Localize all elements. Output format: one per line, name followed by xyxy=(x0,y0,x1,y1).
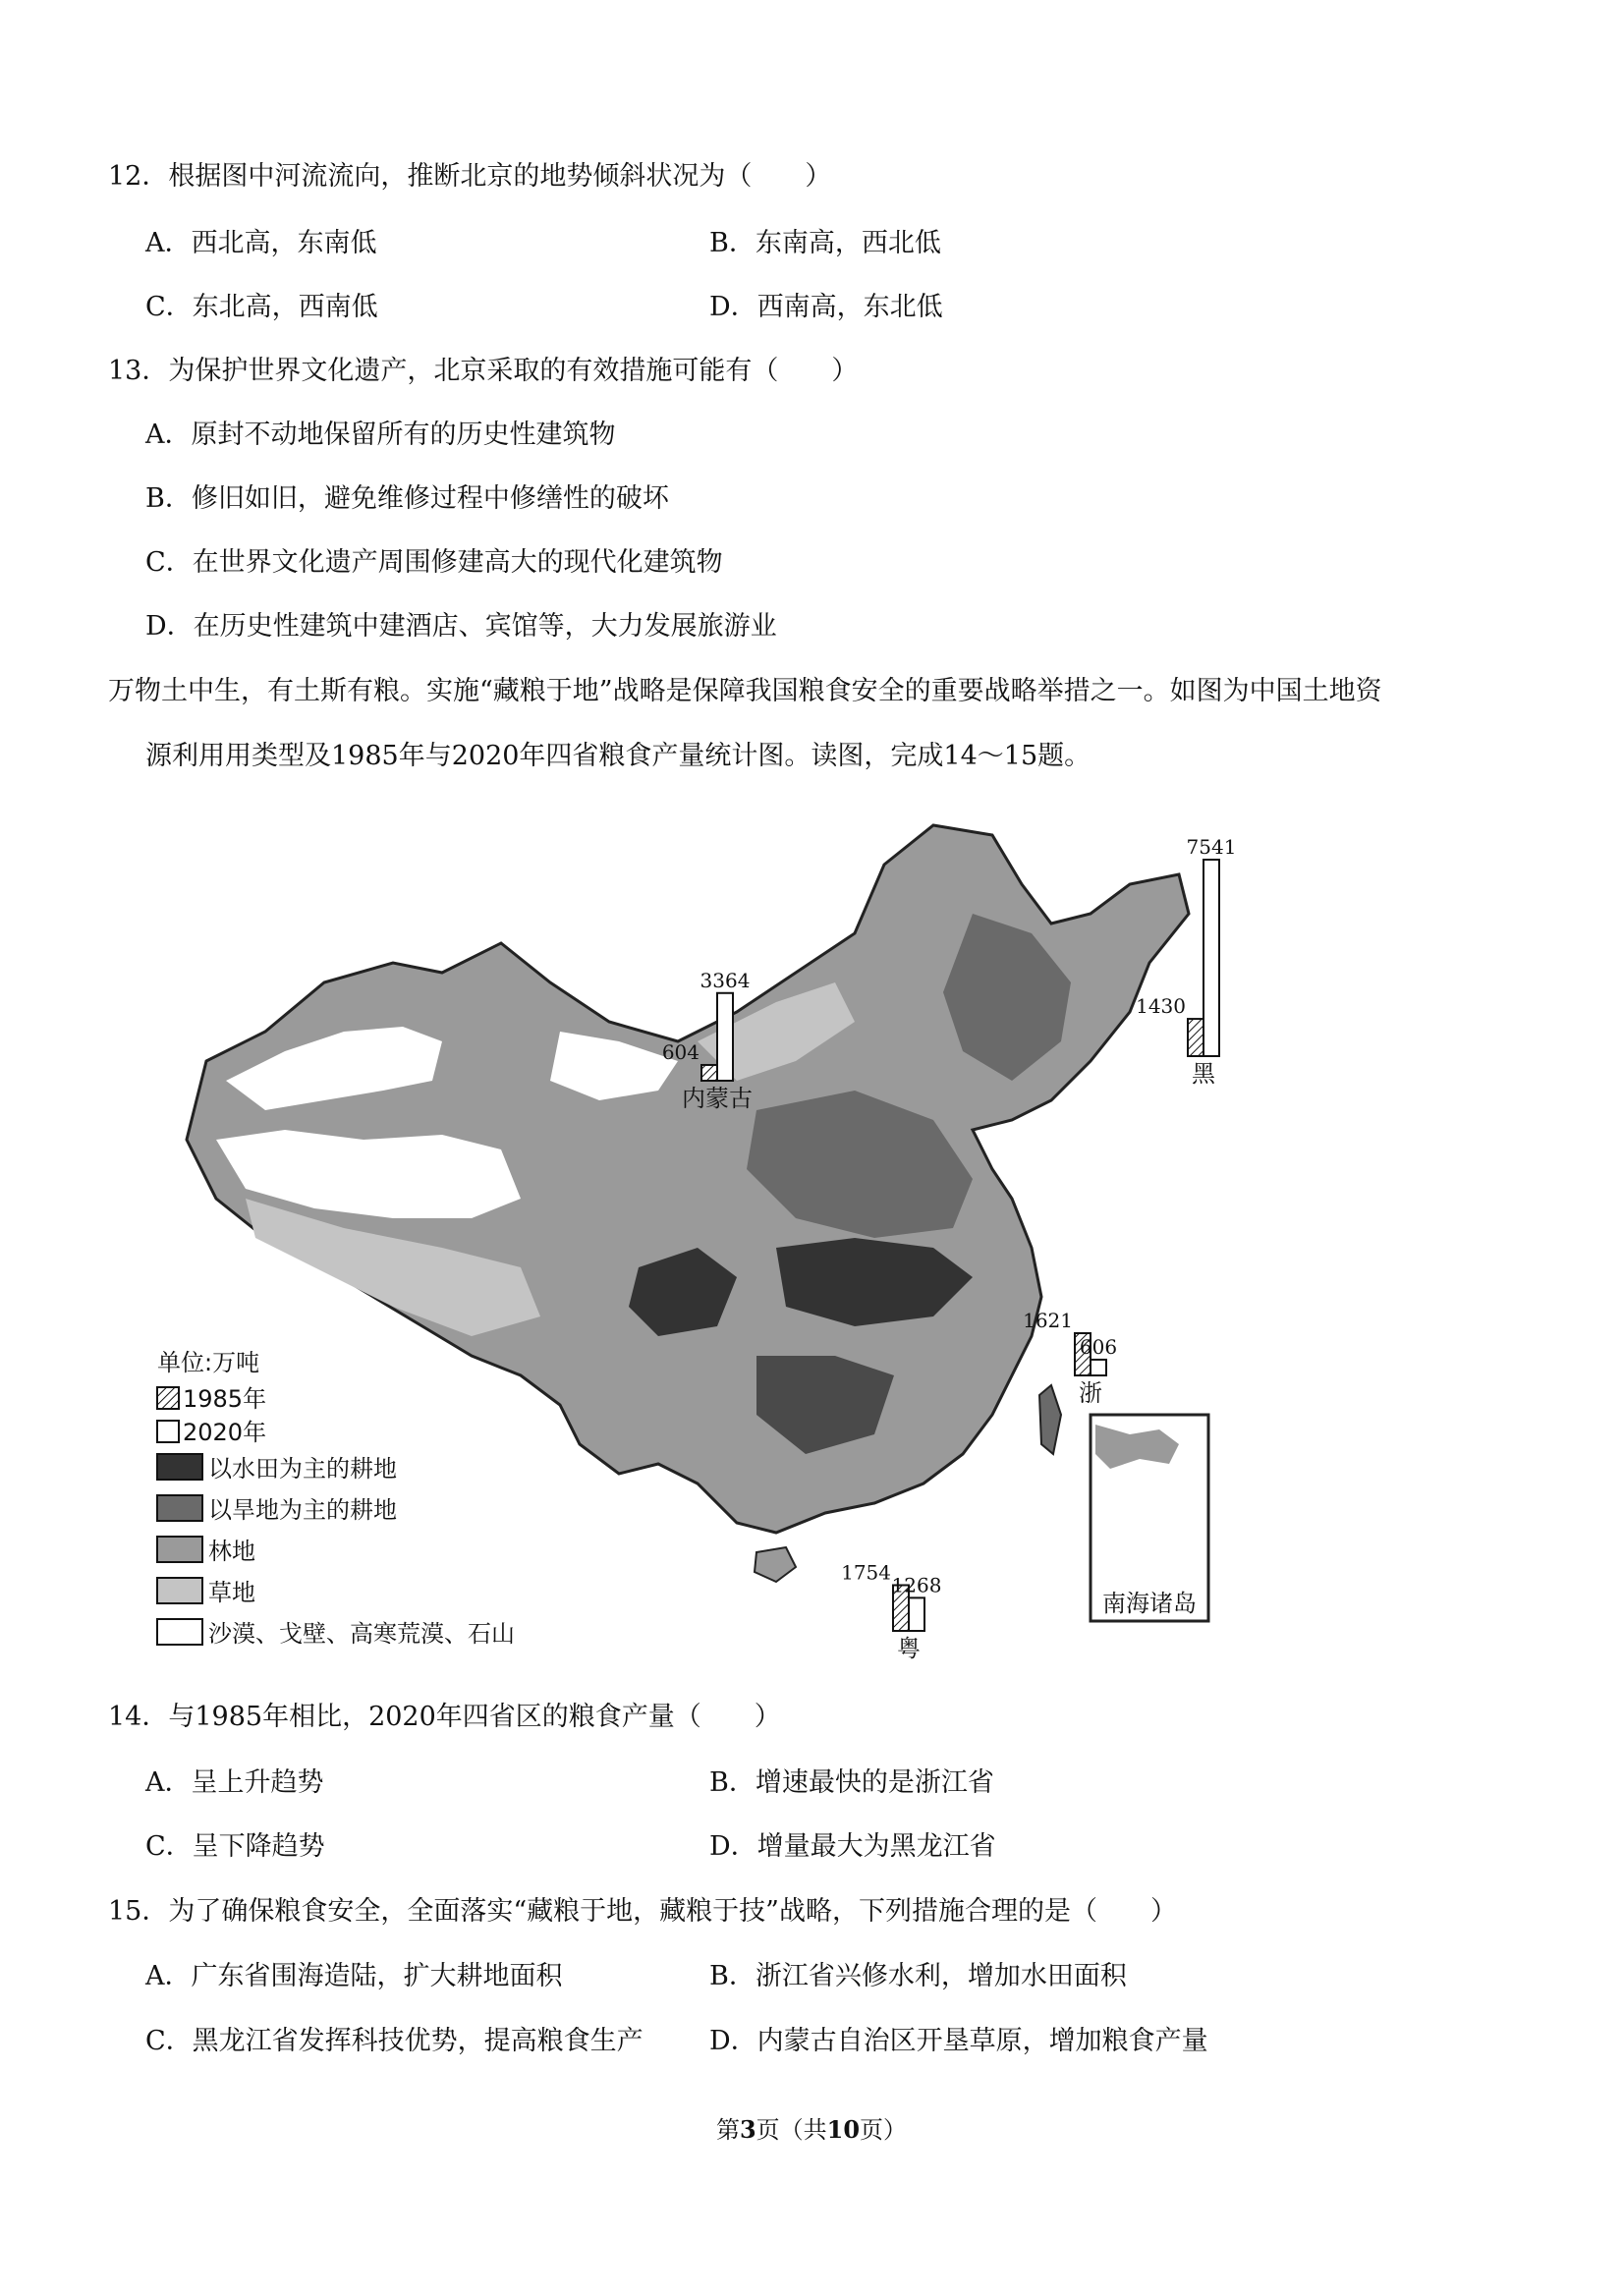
q12-option-d[interactable]: D．西南高，东北低 xyxy=(709,292,943,322)
q15-stem: 15．为了确保粮食安全，全面落实“藏粮于地，藏粮于技”战略，下列措施合理的是（ ） xyxy=(108,1896,1177,1927)
bar-1985-1 xyxy=(1188,1019,1203,1056)
q12-option-a[interactable]: A．西北高，东南低 xyxy=(145,228,377,258)
legend-label-grass: 草地 xyxy=(208,1579,255,1606)
page-footer: 第3页（共10页） xyxy=(715,2115,908,2144)
category-label-1: 黑 xyxy=(1192,1060,1215,1088)
legend-unit: 单位:万吨 xyxy=(157,1349,260,1376)
label-2020-3: 1268 xyxy=(891,1573,942,1597)
q14-option-c[interactable]: C．呈下降趋势 xyxy=(145,1831,325,1862)
hainan-island xyxy=(755,1547,796,1582)
q12-option-c[interactable]: C．东北高，西南低 xyxy=(145,292,378,322)
bar-2020-0 xyxy=(717,993,733,1081)
footer-page-number: 3 xyxy=(739,2115,756,2144)
taiwan-island xyxy=(1039,1385,1061,1454)
label-2020-0: 3364 xyxy=(700,968,751,992)
legend-swatch-desert xyxy=(157,1619,202,1645)
label-1985-1: 1430 xyxy=(1136,994,1186,1019)
legend-label-forest: 林地 xyxy=(208,1538,255,1565)
q15-option-a[interactable]: A．广东省围海造陆，扩大耕地面积 xyxy=(145,1961,563,1991)
land-use-map-figure xyxy=(147,806,1277,1670)
category-label-0: 内蒙古 xyxy=(682,1085,753,1112)
bar-2020-2 xyxy=(1091,1360,1106,1375)
bar-1985-0 xyxy=(701,1065,717,1081)
legend-label-2020: 2020年 xyxy=(183,1419,267,1446)
q15-option-c[interactable]: C．黑龙江省发挥科技优势，提高粮食生产 xyxy=(145,2026,644,2056)
q14-option-a[interactable]: A．呈上升趋势 xyxy=(145,1767,324,1798)
label-1985-3: 1754 xyxy=(841,1560,891,1585)
q14-option-b[interactable]: B．增速最快的是浙江省 xyxy=(709,1767,994,1798)
legend-label-1985: 1985年 xyxy=(183,1385,267,1413)
legend-swatch-2020 xyxy=(157,1421,179,1442)
inset-label: 南海诸岛 xyxy=(1102,1590,1197,1617)
category-label-2: 浙 xyxy=(1079,1379,1102,1407)
intro-line-1: 万物土中生，有土斯有粮。实施“藏粮于地”战略是保障我国粮食安全的重要战略举措之一。如图为中国土地资 xyxy=(108,676,1382,706)
legend-swatch-dryland xyxy=(157,1495,202,1521)
legend-swatch-grass xyxy=(157,1578,202,1603)
bar-2020-1 xyxy=(1203,860,1219,1056)
q14-stem: 14．与1985年相比，2020年四省区的粮食产量（ ） xyxy=(108,1702,781,1732)
legend-label-paddy: 以水田为主的耕地 xyxy=(208,1455,397,1483)
q15-option-b[interactable]: B．浙江省兴修水利，增加水田面积 xyxy=(709,1961,1127,1991)
footer-total-pages: 10 xyxy=(826,2115,861,2144)
q13-option-b[interactable]: B．修旧如旧，避免维修过程中修缮性的破坏 xyxy=(145,483,669,514)
label-1985-0: 604 xyxy=(661,1039,700,1064)
bar-2020-3 xyxy=(909,1597,924,1631)
legend-label-desert: 沙漠、戈壁、高寒荒漠、石山 xyxy=(208,1620,515,1648)
q12-stem: 12．根据图中河流流向，推断北京的地势倾斜状况为（ ） xyxy=(108,161,832,192)
intro-line-2: 源利用用类型及1985年与2020年四省粮食产量统计图。读图，完成14～15题。 xyxy=(145,741,1091,771)
q15-option-d[interactable]: D．内蒙古自治区开垦草原，增加粮食产量 xyxy=(709,2026,1208,2056)
q12-option-b[interactable]: B．东南高，西北低 xyxy=(709,228,941,258)
category-label-3: 粤 xyxy=(897,1635,921,1662)
label-2020-2: 606 xyxy=(1079,1334,1118,1359)
label-2020-1: 7541 xyxy=(1186,835,1237,859)
legend xyxy=(157,1349,515,1648)
legend-label-dryland: 以旱地为主的耕地 xyxy=(208,1496,397,1524)
legend-swatch-paddy xyxy=(157,1454,202,1480)
q13-option-a[interactable]: A．原封不动地保留所有的历史性建筑物 xyxy=(145,420,616,450)
label-1985-2: 1621 xyxy=(1023,1309,1073,1333)
q14-option-d[interactable]: D．增量最大为黑龙江省 xyxy=(709,1831,996,1862)
q13-stem: 13．为保护世界文化遗产，北京采取的有效措施可能有（ ） xyxy=(108,356,859,386)
q13-option-c[interactable]: C．在世界文化遗产周围修建高大的现代化建筑物 xyxy=(145,547,723,578)
legend-swatch-1985 xyxy=(157,1387,179,1409)
q13-option-d[interactable]: D．在历史性建筑中建酒店、宾馆等，大力发展旅游业 xyxy=(145,611,777,642)
legend-swatch-forest xyxy=(157,1537,202,1562)
